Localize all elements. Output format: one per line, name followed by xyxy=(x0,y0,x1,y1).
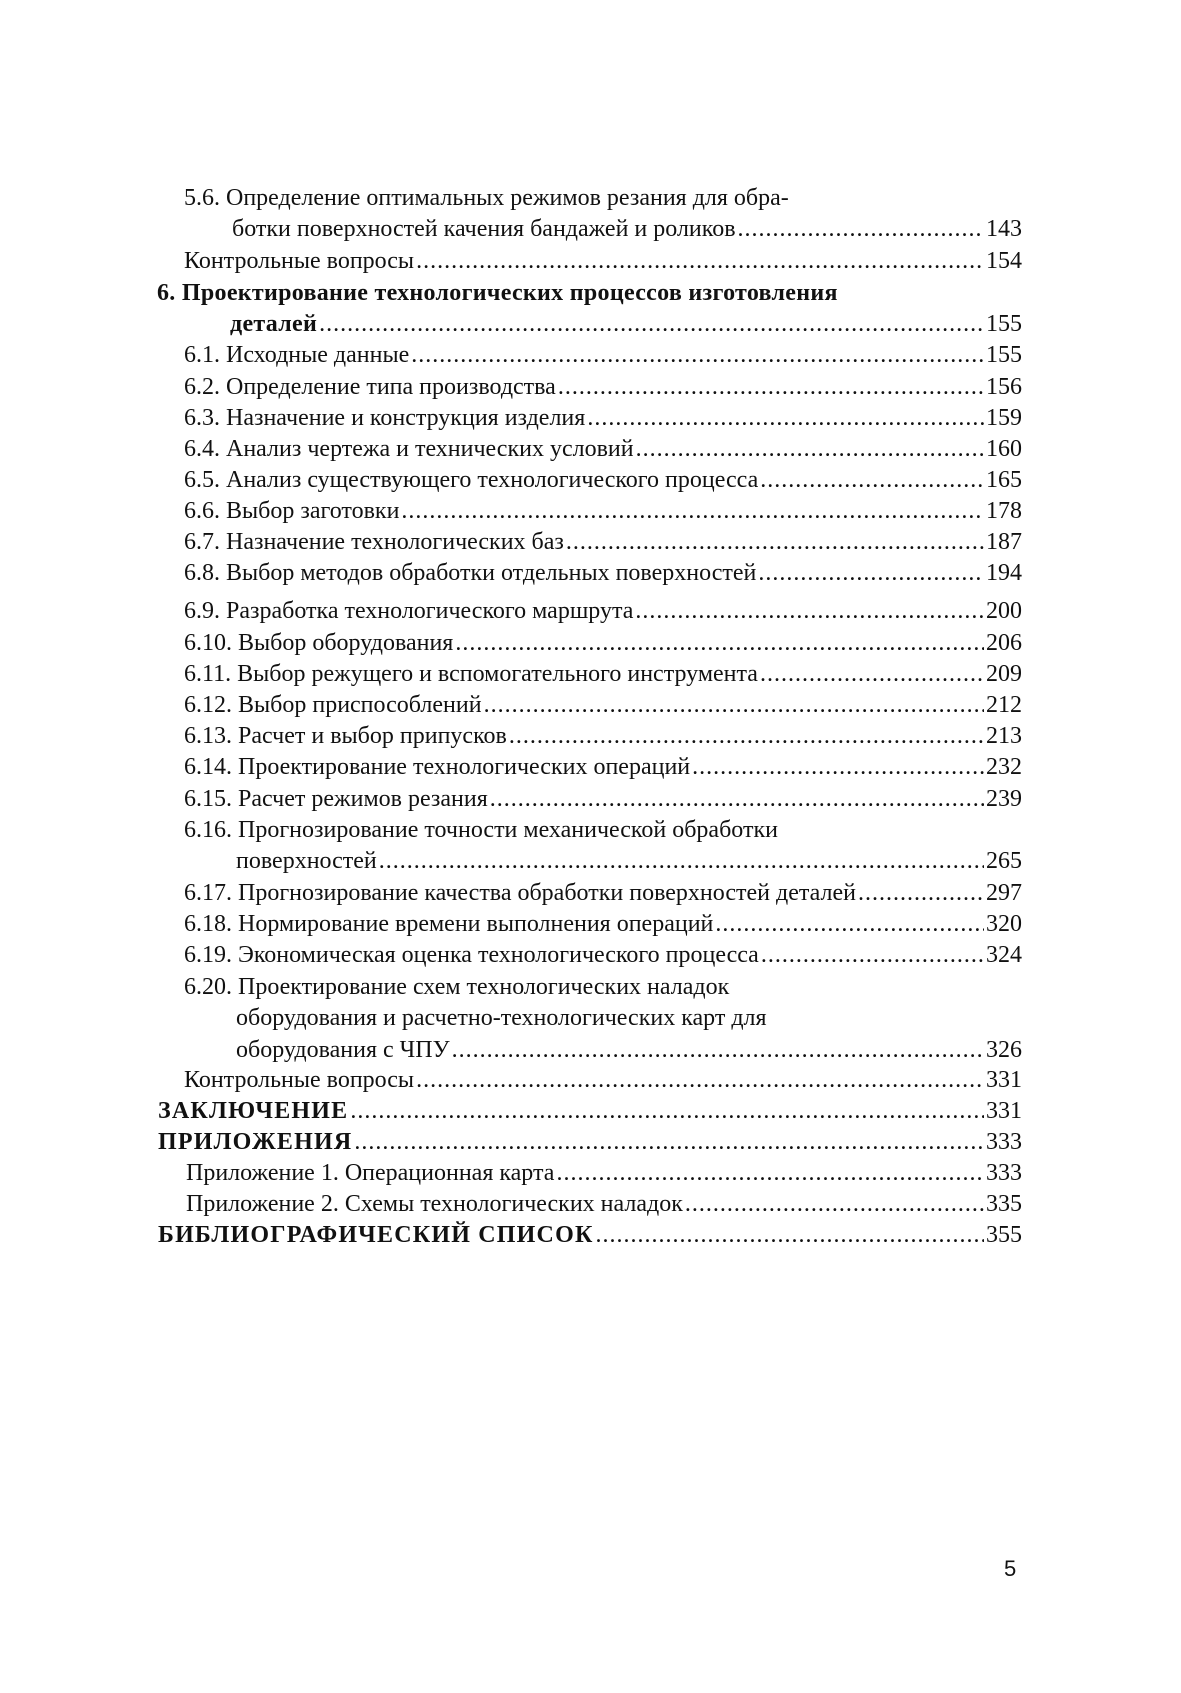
toc-line xyxy=(184,628,1022,658)
toc-page-number: 333 xyxy=(986,1129,1022,1155)
toc-entry-title: 6.18. Нормирование времени выполнения операций xyxy=(184,911,714,937)
dot-leader xyxy=(455,628,984,658)
toc-entry-title: 6.3. Назначение и конструкция изделия xyxy=(184,405,586,431)
toc-line xyxy=(184,434,1022,464)
toc-line xyxy=(236,846,1022,876)
toc-line xyxy=(184,403,1022,433)
dot-leader xyxy=(484,690,984,720)
toc-page-number: 297 xyxy=(986,880,1022,906)
dot-leader xyxy=(452,1035,984,1065)
toc-entry-title: 6.5. Анализ существующего технологического процесса xyxy=(184,467,759,493)
toc-entry-title: Приложение 1. Операционная карта xyxy=(186,1160,555,1186)
toc-entry-title: Контрольные вопросы xyxy=(184,248,415,274)
toc-page-number: 143 xyxy=(986,216,1022,243)
toc-line xyxy=(184,527,1022,557)
toc-page-number: 209 xyxy=(986,661,1022,687)
dot-leader xyxy=(319,309,984,339)
toc-page-number: 200 xyxy=(986,598,1022,624)
toc-page-number: 154 xyxy=(986,248,1022,274)
dot-leader xyxy=(556,1158,984,1188)
toc-entry-title: деталей xyxy=(230,311,318,338)
toc-entry-title: ПРИЛОЖЕНИЯ xyxy=(158,1129,353,1155)
toc-entry-title: Приложение 2. Схемы технологических наладок xyxy=(186,1191,683,1217)
toc-page-number: 159 xyxy=(986,405,1022,431)
toc-entry-title: 6. Проектирование технологических процессов изготовления xyxy=(157,280,838,306)
dot-leader xyxy=(350,1096,984,1126)
toc-entry-title: 6.1. Исходные данные xyxy=(184,342,410,368)
toc-page-number: 160 xyxy=(986,436,1022,462)
dot-leader xyxy=(354,1127,984,1157)
page-number: 5 xyxy=(1004,1556,1017,1581)
toc-line xyxy=(184,815,778,845)
toc-entry-title: оборудования с ЧПУ xyxy=(236,1036,450,1063)
toc-entry-title: 5.6. Определение оптимальных режимов резания для обра- xyxy=(184,185,789,211)
toc-page-number: 320 xyxy=(986,911,1022,937)
toc-page-number: 155 xyxy=(986,311,1022,338)
toc-entry-title: 6.20. Проектирование схем технологических наладок xyxy=(184,974,730,1000)
toc-line xyxy=(157,278,838,308)
toc-line xyxy=(184,752,1022,782)
dot-leader xyxy=(685,1189,984,1219)
dot-leader xyxy=(416,246,984,276)
toc-line xyxy=(184,496,1022,526)
dot-leader xyxy=(715,909,984,939)
toc-page-number: 333 xyxy=(986,1160,1022,1186)
toc-entry-title: 6.15. Расчет режимов резания xyxy=(184,786,488,812)
toc-entry-title: 6.17. Прогнозирование качества обработки поверхностей деталей xyxy=(184,880,856,906)
dot-leader xyxy=(416,1065,984,1095)
toc-line xyxy=(184,878,1022,908)
toc-entry-title: 6.6. Выбор заготовки xyxy=(184,498,400,524)
toc-line xyxy=(158,1127,1022,1157)
toc-entry-title: ЗАКЛЮЧЕНИЕ xyxy=(158,1098,349,1124)
toc-entry-title: поверхностей xyxy=(236,848,377,875)
toc-page-number: 232 xyxy=(986,754,1022,780)
toc-line xyxy=(184,246,1022,276)
toc-entry-title: 6.11. Выбор режущего и вспомогательного инструмента xyxy=(184,661,758,687)
toc-page-number: 212 xyxy=(986,692,1022,718)
toc-entry-title: 6.9. Разработка технологического маршрута xyxy=(184,598,634,624)
toc-line xyxy=(184,659,1022,689)
dot-leader xyxy=(692,752,984,782)
toc-page-number: 326 xyxy=(986,1036,1022,1063)
toc-page-number: 213 xyxy=(986,723,1022,749)
toc-line xyxy=(184,784,1022,814)
dot-leader xyxy=(401,496,984,526)
toc-line xyxy=(158,1220,1022,1250)
toc-page-number: 331 xyxy=(986,1067,1022,1093)
toc-entry-title: оборудования и расчетно-технологических карт для xyxy=(236,1005,767,1032)
dot-leader xyxy=(566,527,984,557)
toc-line xyxy=(184,1065,1022,1095)
dot-leader xyxy=(509,721,984,751)
toc-page-number: 324 xyxy=(986,942,1022,968)
toc-page-number: 187 xyxy=(986,529,1022,555)
toc-line xyxy=(184,972,729,1002)
toc-line xyxy=(236,1035,1022,1065)
toc-page-number: 156 xyxy=(986,374,1022,400)
toc-entry-title: 6.12. Выбор приспособлений xyxy=(184,692,482,718)
toc-page-number: 165 xyxy=(986,467,1022,493)
toc-line xyxy=(230,309,1022,339)
toc-page-number: 178 xyxy=(986,498,1022,524)
toc-entry-title: ботки поверхностей качения бандажей и роликов xyxy=(232,216,736,243)
toc-line xyxy=(232,214,1022,244)
toc-entry-title: 6.14. Проектирование технологических операций xyxy=(184,754,691,780)
dot-leader xyxy=(490,784,984,814)
dot-leader xyxy=(411,340,984,370)
toc-line xyxy=(184,690,1022,720)
dot-leader xyxy=(858,878,984,908)
toc-entry-title: 6.10. Выбор оборудования xyxy=(184,630,454,656)
toc-line xyxy=(184,596,1022,626)
toc-line xyxy=(184,909,1022,939)
dot-leader xyxy=(760,659,984,689)
dot-leader xyxy=(636,434,984,464)
toc-entry-title: 6.4. Анализ чертежа и технических условий xyxy=(184,436,634,462)
toc-line xyxy=(184,465,1022,495)
toc-entry-title: 6.7. Назначение технологических баз xyxy=(184,529,564,555)
dot-leader xyxy=(379,846,984,876)
toc-page-number: 155 xyxy=(986,342,1022,368)
toc-line xyxy=(186,1189,1022,1219)
toc-line xyxy=(184,340,1022,370)
toc-page-number: 355 xyxy=(986,1222,1022,1248)
toc-page-number: 331 xyxy=(986,1098,1022,1124)
toc-entry-title: 6.16. Прогнозирование точности механической обработки xyxy=(184,817,778,843)
dot-leader xyxy=(587,403,984,433)
dot-leader xyxy=(558,372,984,402)
dot-leader xyxy=(635,596,984,626)
toc-entry-title: БИБЛИОГРАФИЧЕСКИЙ СПИСОК xyxy=(158,1222,594,1248)
toc-entry-title: 6.19. Экономическая оценка технологического процесса xyxy=(184,942,759,968)
toc-page-number: 265 xyxy=(986,848,1022,875)
toc-page-number: 206 xyxy=(986,630,1022,656)
toc-page-number: 194 xyxy=(986,560,1022,586)
dot-leader xyxy=(738,214,984,244)
toc-line xyxy=(184,183,789,213)
toc-entry-title: 6.8. Выбор методов обработки отдельных поверхностей xyxy=(184,560,757,586)
toc-entry-title: Контрольные вопросы xyxy=(184,1067,415,1093)
toc-entry-title: 6.2. Определение типа производства xyxy=(184,374,556,400)
toc-line xyxy=(158,1096,1022,1126)
dot-leader xyxy=(760,465,984,495)
dot-leader xyxy=(761,940,984,970)
toc-line xyxy=(184,940,1022,970)
toc-line xyxy=(184,721,1022,751)
dot-leader xyxy=(758,558,984,588)
toc-line xyxy=(186,1158,1022,1188)
toc-page-number: 239 xyxy=(986,786,1022,812)
toc-line xyxy=(184,372,1022,402)
toc-entry-title: 6.13. Расчет и выбор припусков xyxy=(184,723,507,749)
toc-page-number: 335 xyxy=(986,1191,1022,1217)
toc-line xyxy=(236,1003,767,1033)
dot-leader xyxy=(596,1220,984,1250)
toc-line xyxy=(184,558,1022,588)
